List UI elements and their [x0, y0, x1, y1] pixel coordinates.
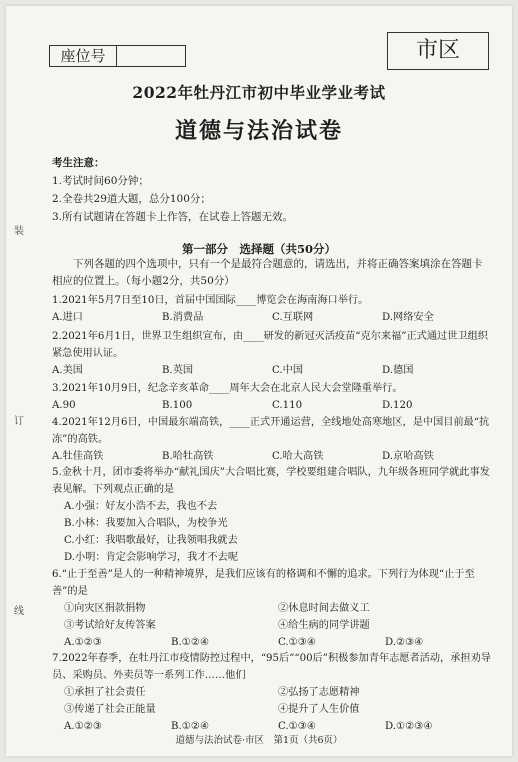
option: A.美国: [52, 365, 83, 376]
seat-number-box: [49, 45, 186, 67]
part-one-title: 第一部分 选择题（共50分）: [181, 242, 336, 256]
option: A.牡佳高铁: [52, 451, 104, 462]
statement: ①向灾区捐款捐物: [64, 603, 146, 614]
option: C.110: [272, 400, 303, 411]
statement: ③传递了社会正能量: [64, 704, 156, 715]
part-one-intro: 下列各题的四个选项中，只有一个是最符合题意的，请选出，并将正确答案填涂在答题卡相应的位置上。（每小题2分，共50分）: [52, 258, 483, 287]
option: D.网络安全: [382, 312, 434, 323]
seat-number-label: 座位号: [50, 46, 117, 66]
binding-mark: 装: [14, 226, 24, 237]
binding-mark: 线: [14, 606, 24, 617]
notice-item: 3.所有试题请在答题卡上作答，在试卷上答题无效。: [52, 211, 294, 223]
option: B.英国: [162, 365, 194, 376]
statement: ②休息时间去做义工: [278, 603, 370, 614]
option: B.哈牡高铁: [162, 451, 214, 462]
binding-mark: 订: [14, 416, 24, 427]
question-stem: 6.“止于至善”是人的一种精神境界，是我们应该有的格调和不懈的追求。下列行为体现“止于至善”的是: [52, 569, 475, 597]
option: C.①③④: [278, 637, 317, 648]
statement: ④给生病的同学讲题: [278, 620, 370, 631]
option: B.①②④: [171, 637, 210, 648]
question-1: [52, 292, 492, 326]
option: A.小强：好友小浩不去，我也不去: [64, 501, 218, 512]
question-stem: 2.2021年6月1日，世界卫生组织宣布，由____研发的新冠灭活疫苗“克尔来福”正式通过世卫组织紧急使用认证。: [52, 331, 488, 359]
statement: ①承担了社会责任: [64, 687, 146, 698]
district-box: 市区: [387, 32, 489, 70]
notice-item: 2.全卷共29道大题，总分100分；: [52, 193, 211, 205]
question-stem: 5.金秋十月，团市委将举办“献礼国庆”大合唱比赛，学校要组建合唱队，九年级各班同学就此事发表见解。下列观点正确的是: [52, 467, 490, 495]
option: A.90: [52, 400, 76, 411]
option: D.120: [382, 400, 413, 411]
question-stem: 4.2021年12月6日，中国最东端高铁，____正式开通运营，全线地处高寒地区，是中国目前最“抗冻”的高铁。: [52, 417, 490, 445]
option: C.中国: [272, 365, 304, 376]
option: B.消费品: [162, 312, 204, 323]
option: C.小红：我唱歌最好，让我领唱我就去: [64, 535, 238, 546]
option: D.①②③④: [385, 721, 433, 732]
statement: ②弘扬了志愿精神: [278, 687, 360, 698]
question-6: [52, 566, 492, 651]
option: C.互联网: [272, 312, 314, 323]
option: D.京哈高铁: [382, 451, 434, 462]
option: B.①②④: [171, 721, 210, 732]
notice-item: 1.考试时间60分钟；: [52, 175, 149, 187]
exam-title: 2022年牡丹江市初中毕业学业考试: [132, 83, 386, 102]
question-3: [52, 380, 492, 414]
statement: ③考试给好友传答案: [64, 620, 156, 631]
option: A.①②③: [64, 637, 102, 648]
option: A.进口: [52, 312, 83, 323]
option: B.100: [162, 400, 193, 411]
option: A.①②③: [64, 721, 102, 732]
question-7: [52, 650, 492, 735]
statement: ④提升了人生价值: [278, 704, 360, 715]
question-stem: 1.2021年5月7日至10日，首届中国国际____博览会在海南海口举行。: [52, 295, 369, 306]
question-4: [52, 414, 492, 465]
question-5: [52, 464, 492, 566]
option: C.哈大高铁: [272, 451, 324, 462]
option: D.小明：肯定会影响学习，我才不去呢: [64, 552, 239, 563]
candidate-notice: [52, 154, 293, 226]
question-stem: 7.2022年春季，在牡丹江市疫情防控过程中，“95后”“00后”积极参加青年志愿者活动，承担劝导员、采购员、外卖员等一系列工作……他们: [52, 653, 491, 681]
seat-number-blank: [117, 46, 185, 66]
question-stem: 3.2021年10月9日，纪念辛亥革命____周年大会在北京人民大会堂隆重举行。: [52, 383, 403, 394]
option: D.德国: [382, 365, 414, 376]
option: C.①③④: [278, 721, 317, 732]
page-footer: 道德与法治试卷·市区 第1页（共6页）: [175, 735, 343, 746]
option: D.②③④: [385, 637, 424, 648]
option: B.小林：我要加入合唱队，为校争光: [64, 518, 228, 529]
paper-title: 道德与法治试卷: [174, 118, 343, 144]
question-2: [52, 328, 492, 379]
notice-head: 考生注意：: [52, 157, 105, 169]
